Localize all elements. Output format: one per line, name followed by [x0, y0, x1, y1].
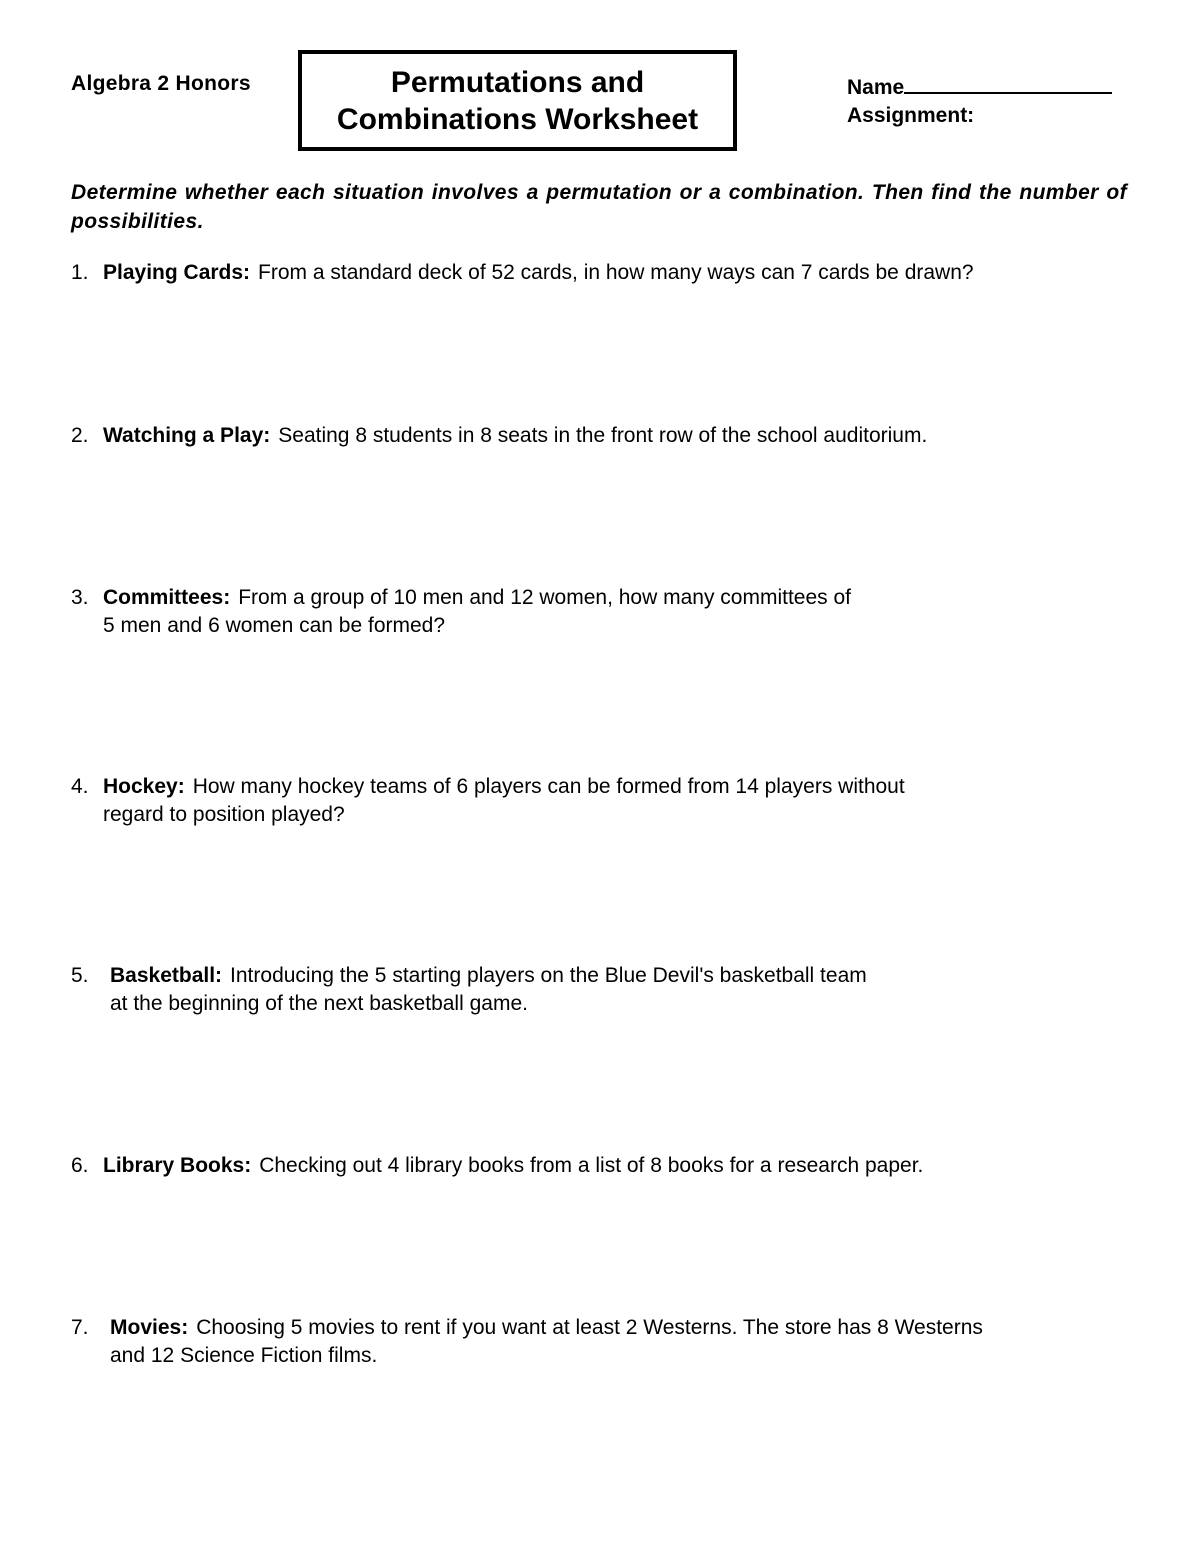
student-info [847, 72, 1112, 130]
question-text-continued: 5 men and 6 women can be formed? [103, 614, 446, 637]
question-topic: Movies: [110, 1316, 189, 1339]
question-number: 3. [71, 586, 89, 609]
worksheet-title-box [298, 50, 737, 151]
name-label: Name [847, 76, 905, 99]
question-text: From a group of 10 men and 12 women, how many committees of [238, 586, 851, 609]
question-5 [71, 962, 1131, 1018]
question-text: Checking out 4 library books from a list of 8 books for a research paper. [259, 1154, 924, 1177]
question-topic: Playing Cards: [103, 261, 251, 284]
worksheet-title-line2: Combinations Worksheet [336, 102, 699, 136]
question-topic: Basketball: [110, 964, 223, 987]
question-text: Introducing the 5 starting players on the Blue Devil's basketball team [230, 964, 867, 987]
question-text-continued: and 12 Science Fiction films. [110, 1344, 378, 1367]
question-text: From a standard deck of 52 cards, in how many ways can 7 cards be drawn? [258, 261, 974, 284]
question-number: 1. [71, 261, 89, 284]
question-6 [71, 1152, 1131, 1180]
question-text: Choosing 5 movies to rent if you want at least 2 Westerns. The store has 8 Westerns [196, 1316, 983, 1339]
name-row [847, 72, 1112, 102]
course-name: Algebra 2 Honors [71, 72, 251, 95]
question-topic: Library Books: [103, 1154, 252, 1177]
question-topic: Watching a Play: [103, 424, 271, 447]
question-topic: Hockey: [103, 775, 185, 798]
name-blank-line[interactable] [904, 72, 1112, 94]
question-text: Seating 8 students in 8 seats in the front row of the school auditorium. [278, 424, 928, 447]
question-2 [71, 422, 1131, 450]
question-3 [71, 584, 1131, 640]
question-number: 4. [71, 775, 89, 798]
question-topic: Committees: [103, 586, 231, 609]
question-text-continued: regard to position played? [103, 803, 345, 826]
worksheet-title-line1: Permutations and [390, 65, 645, 99]
question-number: 5. [71, 964, 89, 987]
assignment-label: Assignment: [847, 104, 975, 127]
question-7 [71, 1314, 1131, 1370]
question-number: 2. [71, 424, 89, 447]
instructions: Determine whether each situation involves a permutation or a combination. Then find the number of possibilities. [71, 181, 1127, 233]
question-text-continued: at the beginning of the next basketball game. [110, 992, 528, 1015]
question-number: 7. [71, 1316, 89, 1339]
question-number: 6. [71, 1154, 89, 1177]
question-1 [71, 259, 1131, 287]
question-4 [71, 773, 1131, 829]
question-text: How many hockey teams of 6 players can be formed from 14 players without [192, 775, 905, 798]
